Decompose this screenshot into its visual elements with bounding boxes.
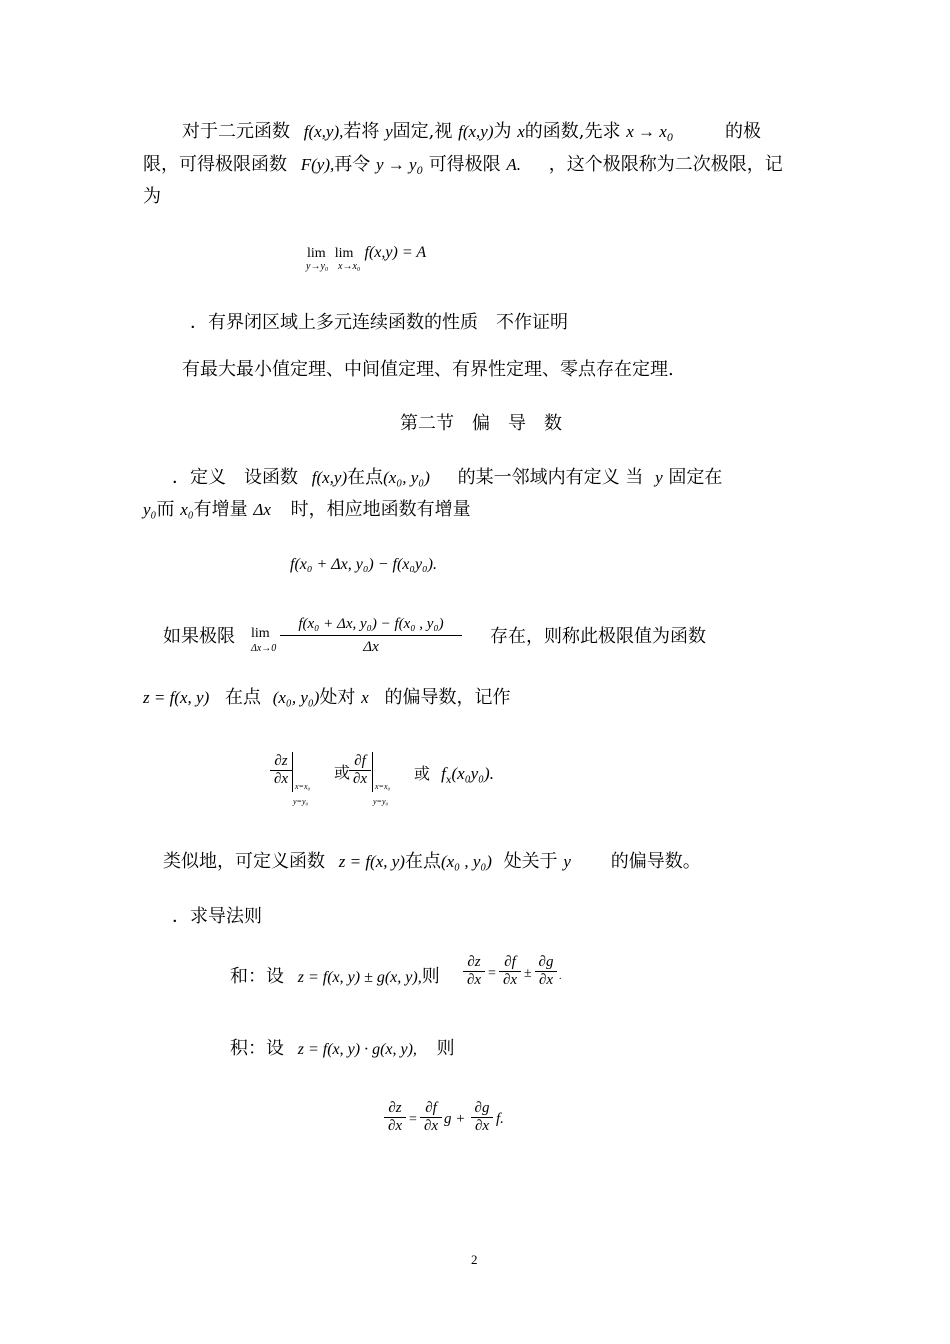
text: 限，可得极限函数	[143, 154, 287, 175]
lim: lim	[334, 246, 354, 261]
section-heading-properties: ．有界闭区域上多元连续函数的性质 不作证明	[190, 312, 568, 333]
numerator: ∂z	[270, 754, 292, 771]
numerator: ∂g	[471, 1101, 493, 1118]
numerator: ∂f	[349, 754, 371, 771]
math: y	[655, 468, 663, 487]
text: 处关于	[503, 851, 558, 872]
fraction-dg-dx	[535, 955, 557, 988]
fraction-dz-dx	[384, 1101, 406, 1134]
text: 和：设	[230, 966, 284, 987]
denominator: ∂x	[387, 1118, 403, 1134]
lim-sub: Δx→0	[251, 643, 277, 654]
page-number: 2	[471, 1252, 478, 1267]
math-sub: 0	[416, 166, 423, 177]
denominator: ∂x	[502, 972, 518, 988]
text: 可得极限	[428, 154, 501, 175]
text: 类似地，可定义函数	[163, 851, 325, 872]
text: 的偏导数。	[610, 851, 701, 872]
math: F(y),	[300, 155, 335, 174]
text: 的某一邻域内有定义 当	[457, 467, 644, 488]
fraction-df-dx	[420, 1101, 442, 1134]
evaluation-condition: x=x₀	[375, 782, 391, 791]
evaluation-bar	[372, 752, 373, 792]
equals: =	[488, 966, 496, 981]
math: z = f(x, y)	[338, 852, 405, 871]
numerator: ∂z	[463, 955, 485, 972]
math: g +	[444, 1111, 466, 1127]
difference-quotient	[280, 617, 462, 655]
numerator: f(x₀ + Δx, y₀) − f(x₀ , y₀)	[280, 617, 462, 636]
numerator: ∂f	[499, 955, 521, 972]
para1-line1	[182, 121, 761, 144]
text: 的偏导数，记作	[384, 687, 511, 708]
text: 有增量	[193, 499, 248, 520]
lim-sub: y→y₀	[306, 261, 329, 272]
limit-intro: 如果极限	[163, 626, 235, 647]
denominator: ∂x	[466, 972, 482, 988]
fraction-df-dx	[499, 955, 521, 988]
numerator: ∂z	[384, 1101, 406, 1118]
math: f	[441, 764, 446, 783]
math: x₀	[180, 500, 194, 519]
para1-line2	[143, 154, 783, 177]
math: A.	[506, 155, 522, 174]
denominator: ∂x	[474, 1118, 490, 1134]
math: f(x,y) = A	[364, 244, 427, 261]
period: .	[559, 971, 562, 982]
text: 的函数,先求	[524, 121, 621, 142]
math: y₀	[143, 500, 157, 519]
denominator: ∂x	[423, 1118, 439, 1134]
text: 而	[156, 499, 175, 520]
math: z = f(x, y)	[143, 688, 210, 707]
math: f(x,y)	[311, 468, 348, 487]
rules-heading: ．求导法则	[172, 906, 262, 927]
math: Δx	[253, 500, 271, 519]
partial-derivative-statement	[143, 689, 510, 707]
math: x → x	[626, 122, 667, 141]
text: ，这个极限称为二次极限，记	[548, 154, 783, 175]
math: y → y	[375, 155, 417, 174]
denominator: ∂x	[273, 771, 289, 787]
equation-increment: f(x₀ + Δx, y₀) − f(x₀y₀).	[290, 556, 437, 573]
product-rule	[230, 1040, 455, 1058]
evaluation-condition: x=x₀	[295, 782, 311, 791]
math: y	[385, 122, 393, 141]
math: y	[563, 852, 571, 871]
definition-line1	[172, 469, 722, 487]
math: z = f(x, y) ± g(x, y),	[297, 969, 422, 986]
fraction-dg-dx	[471, 1101, 493, 1134]
text: 则	[436, 1038, 455, 1059]
numerator: ∂f	[420, 1101, 442, 1118]
similar-definition	[163, 853, 701, 871]
math: x	[517, 122, 525, 141]
math: x	[361, 688, 369, 707]
text: 在点	[347, 467, 384, 488]
text: 在点	[404, 851, 441, 872]
text: ．定义 设函数	[172, 467, 298, 488]
equals: =	[409, 1112, 417, 1127]
denominator: ∂x	[352, 771, 368, 787]
denominator: ∂x	[538, 972, 554, 988]
definition-line2	[143, 501, 471, 519]
text: 固定,视	[392, 121, 453, 142]
evaluation-bar	[292, 752, 293, 792]
text-or: 或	[414, 764, 431, 783]
math: (x₀ , y₀)	[440, 852, 492, 871]
text-or: 或	[334, 763, 351, 782]
math: f(x,y)	[458, 122, 494, 141]
text: 处对	[319, 687, 356, 708]
evaluation-condition: y=y₀	[293, 797, 309, 806]
section-title: 第二节 偏 导 数	[400, 413, 562, 434]
math: (x₀, y₀)	[272, 688, 320, 707]
lim: lim	[307, 246, 326, 261]
math-sub: 0	[666, 133, 674, 144]
section-body-theorems: 有最大最小值定理、中间值定理、有界性定理、零点存在定理.	[182, 359, 674, 380]
fraction-df-dx	[349, 754, 371, 787]
math: f.	[496, 1111, 504, 1127]
text: 在点	[224, 687, 261, 708]
text: 固定在	[668, 467, 723, 488]
math: f(x,y),	[303, 122, 344, 141]
text: 则	[421, 966, 440, 987]
text: 对于二元函数	[182, 121, 290, 142]
plus-minus: ±	[524, 966, 532, 981]
para1-line3: 为	[143, 186, 161, 207]
notation-fx	[414, 764, 494, 786]
text: 再令	[334, 154, 371, 175]
text: 为	[493, 121, 512, 142]
text: 若将	[343, 121, 380, 142]
math: (x₀, y₀)	[383, 468, 430, 487]
text: 积：设	[230, 1038, 284, 1059]
fraction-dz-dx	[270, 754, 292, 787]
math-sub: x	[445, 775, 452, 786]
text: 的极	[724, 121, 761, 142]
numerator: ∂g	[535, 955, 557, 972]
denominator: Δx	[363, 639, 379, 655]
math: z = f(x, y) · g(x, y),	[297, 1041, 417, 1058]
lim: lim	[251, 626, 270, 641]
fraction-dz-dx	[463, 955, 485, 988]
math: (x₀y₀).	[451, 764, 494, 783]
limit-conclusion: 存在，则称此极限值为函数	[490, 626, 706, 647]
lim-sub: x→x₀	[338, 261, 361, 272]
sum-rule	[230, 968, 440, 986]
text: 时，相应地函数有增量	[290, 499, 471, 520]
evaluation-condition: y=y₀	[373, 797, 389, 806]
equation-double-limit	[307, 242, 426, 261]
